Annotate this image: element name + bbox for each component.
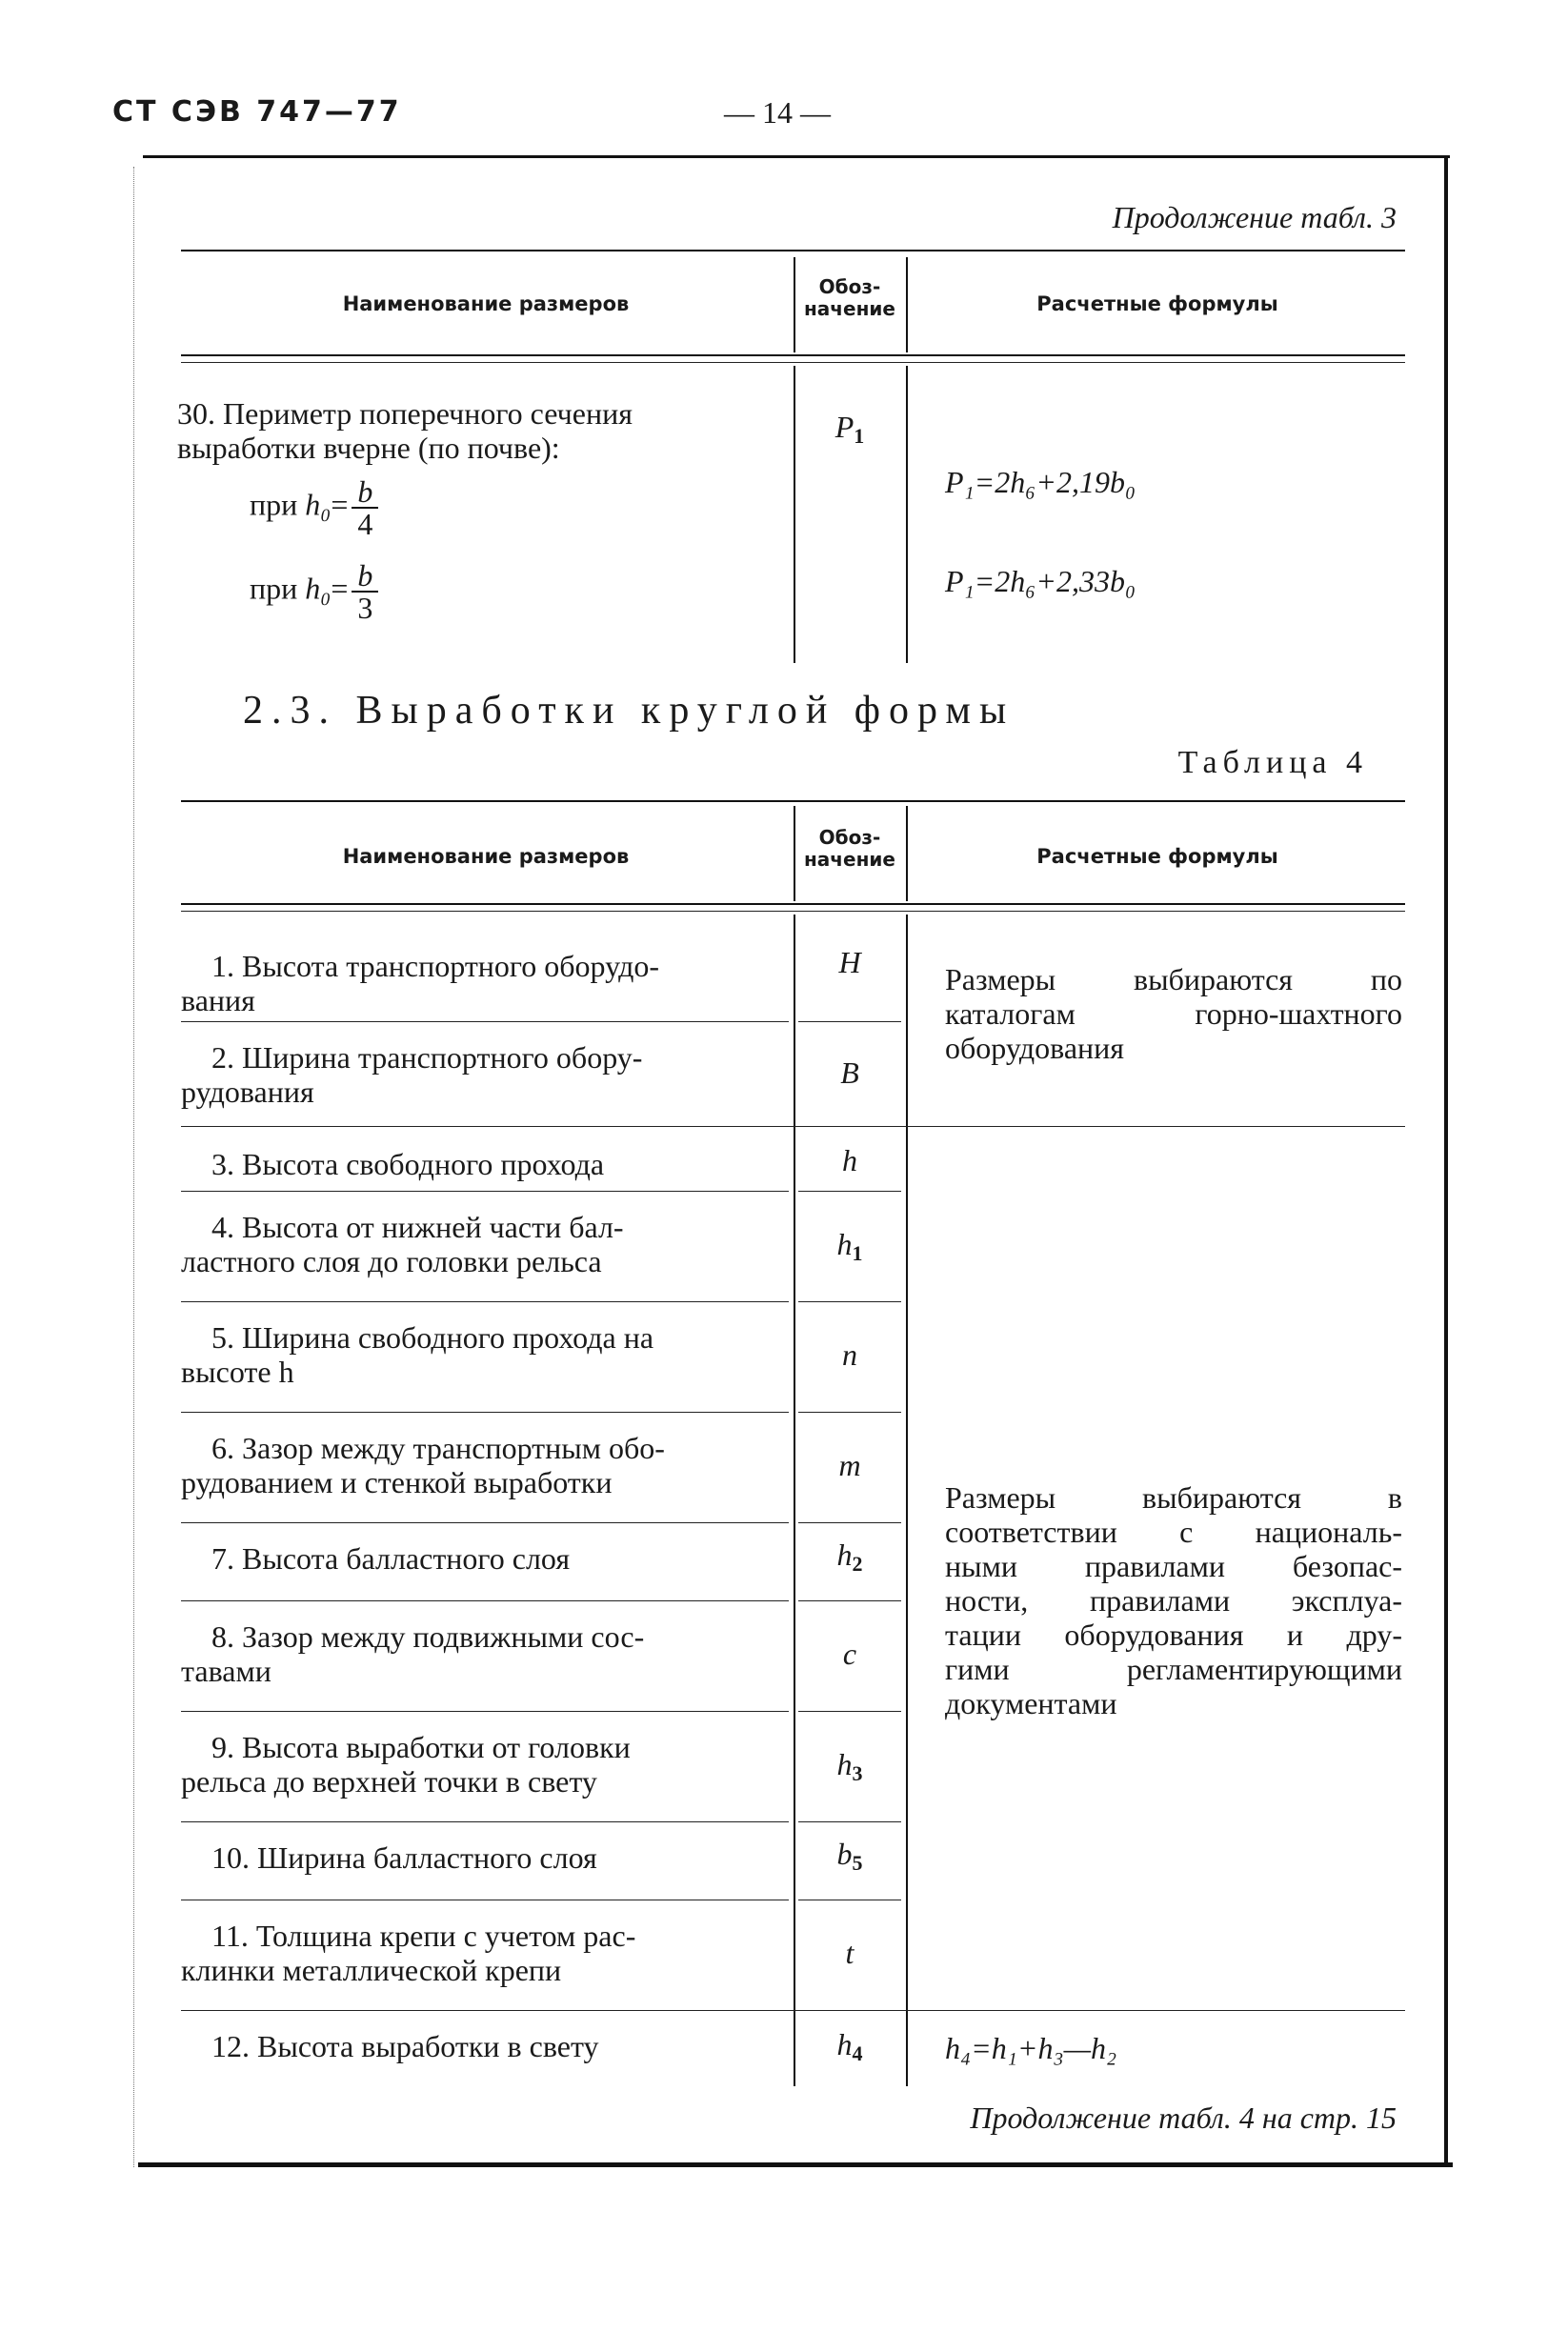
row-symbol-sub: 3 xyxy=(852,1761,863,1785)
row-symbol-base: h xyxy=(842,1143,857,1177)
row-symbol-base: h xyxy=(836,1227,853,1261)
row30-case2: при h₀= $\frac{b}{3}$ xyxy=(250,560,378,623)
note2-line4: ности, правилами эксплуа- xyxy=(945,1583,1402,1618)
note1-line3: оборудования xyxy=(945,1031,1124,1065)
row30-case1: при h₀= $\frac{b}{4}$ xyxy=(250,476,378,539)
row-symbol xyxy=(797,1538,902,1577)
row-name-line2: вания xyxy=(181,983,255,1017)
note1-line1: Размеры выбираются по xyxy=(945,962,1402,996)
table3-col-symbol xyxy=(796,276,903,320)
table4-col-symbol-line2: начение xyxy=(803,848,895,871)
table3-col-symbol-line2: начение xyxy=(803,297,895,320)
row-symbol xyxy=(797,1637,902,1676)
row-name-line1: 5. Ширина свободного прохода на xyxy=(211,1320,654,1355)
row30-case2-var: h₀ xyxy=(305,571,332,606)
row-symbol-sub: 2 xyxy=(852,1552,863,1576)
row-symbol-base: h xyxy=(836,1747,853,1781)
row-name-line2: высоте h xyxy=(181,1355,294,1389)
row-name-line1: 6. Зазор между транспортным обо- xyxy=(211,1431,665,1465)
row-symbol-base: c xyxy=(842,1637,857,1671)
table3-col-formula: Расчетные формулы xyxy=(1036,292,1278,315)
row-name-line1: 3. Высота свободного прохода xyxy=(211,1147,605,1181)
row-symbol-base: n xyxy=(842,1337,857,1372)
note2-line6: гими регламентирующими xyxy=(945,1652,1402,1686)
row30-name-line1 xyxy=(177,396,789,431)
row-symbol-base: H xyxy=(838,945,861,979)
table4-continuation-label: Продолжение табл. 4 на стр. 15 xyxy=(970,2101,1397,2135)
row-name-line2: ластного слоя до головки рельса xyxy=(181,1244,602,1278)
frame-right-border xyxy=(1444,155,1448,2165)
row-symbol-base: t xyxy=(845,1936,854,1970)
row-symbol xyxy=(797,1337,902,1377)
row-symbol xyxy=(797,1837,902,1876)
table3-col-name: Наименование размеров xyxy=(342,292,630,315)
row30-formula1: P₁=2h₆+2,19b₀ xyxy=(945,465,1136,499)
row-name-line1: 11. Толщина крепи с учетом рас- xyxy=(211,1919,636,1953)
row30-case2-den: 3 xyxy=(357,591,373,625)
row-symbol-base: h xyxy=(836,1538,853,1572)
row30-case2-label: при xyxy=(250,571,298,606)
row-symbol-base: m xyxy=(838,1448,861,1482)
row-name-line1: 2. Ширина транспортного обору- xyxy=(211,1040,643,1075)
row-symbol xyxy=(797,1055,902,1095)
formula-note-catalog xyxy=(945,962,1402,1065)
row-symbol xyxy=(797,1936,902,1975)
row-name-line2: рудования xyxy=(181,1075,314,1109)
row30-symbol xyxy=(797,410,902,449)
row-symbol xyxy=(797,1143,902,1182)
row-symbol xyxy=(797,2027,902,2066)
row30-case1-num: b xyxy=(352,476,378,509)
table4-col-symbol-line1: Обоз- xyxy=(818,826,881,849)
formula-note-regulations xyxy=(945,1480,1402,1720)
table3-continuation-label: Продолжение табл. 3 xyxy=(1112,200,1397,234)
row-name-line2: тавами xyxy=(181,1654,271,1688)
row-name-line1: 1. Высота транспортного оборудо- xyxy=(211,949,660,983)
note2-line5: тации оборудования и дру- xyxy=(945,1618,1402,1652)
row30-case1-label: при xyxy=(250,487,298,522)
row-symbol-sub: 4 xyxy=(852,2041,863,2065)
row-symbol-base: b xyxy=(836,1837,853,1871)
row-name-line2: клинки металлической крепи xyxy=(181,1953,562,1987)
frame-top-border xyxy=(143,155,1450,158)
row-symbol xyxy=(797,1747,902,1786)
table4-col-formula: Расчетные формулы xyxy=(1036,845,1278,868)
table4-label: Таблица 4 xyxy=(1177,745,1368,780)
row30-case1-den: 4 xyxy=(357,507,373,541)
table3-col-symbol-line1: Обоз- xyxy=(818,275,881,298)
row-name-line2: рудованием и стенкой выработки xyxy=(181,1465,613,1499)
row30-case1-fraction xyxy=(352,476,378,539)
row30-symbol-base: P xyxy=(834,410,854,444)
row-name-line1: 9. Высота выработки от головки xyxy=(211,1730,631,1764)
note2-line7: документами xyxy=(945,1686,1117,1720)
frame-left-border xyxy=(133,167,134,2167)
row30-formula2: P₁=2h₆+2,33b₀ xyxy=(945,564,1136,598)
row30-name-text1: 30. Периметр поперечного сечения xyxy=(177,396,633,431)
row-symbol-base: h xyxy=(836,2027,853,2061)
row-symbol-base: B xyxy=(840,1055,859,1090)
section-title: 2.3. Выработки круглой формы xyxy=(243,689,1015,733)
page-number: — 14 — xyxy=(724,95,831,130)
row-symbol-sub: 1 xyxy=(852,1241,863,1265)
row-symbol xyxy=(797,1227,902,1266)
note2-line1: Размеры выбираются в xyxy=(945,1480,1402,1515)
row30-case2-fraction xyxy=(352,560,378,623)
row30-case2-num: b xyxy=(352,560,378,593)
row-name-line1: 10. Ширина балластного слоя xyxy=(211,1840,597,1875)
row30-symbol-sub: 1 xyxy=(854,424,865,448)
row-name-line1: 12. Высота выработки в свету xyxy=(211,2029,599,2063)
row30-case1-var: h₀ xyxy=(305,487,332,522)
frame-bottom-border xyxy=(138,2162,1453,2167)
row-name-line1: 7. Высота балластного слоя xyxy=(211,1541,571,1576)
standard-number: СТ СЭВ 747—77 xyxy=(112,95,402,129)
row-symbol xyxy=(797,945,902,984)
row12-formula: h₄=h₁+h₃—h₂ xyxy=(945,2031,1117,2065)
row-name-line2: рельса до верхней точки в свету xyxy=(181,1764,597,1799)
table4-col-name: Наименование размеров xyxy=(342,845,630,868)
note2-line2: соответствии с националь- xyxy=(945,1515,1402,1549)
table4-col-symbol xyxy=(796,827,903,871)
note2-line3: ными правилами безопас- xyxy=(945,1549,1402,1583)
row-name-line1: 8. Зазор между подвижными сос- xyxy=(211,1619,645,1654)
row-name-line1: 4. Высота от нижней части бал- xyxy=(211,1210,624,1244)
row30-name-line2: выработки вчерне (по почве): xyxy=(177,431,560,465)
row-symbol xyxy=(797,1448,902,1487)
note1-line2: каталогам горно-шахтного xyxy=(945,996,1402,1031)
row-symbol-sub: 5 xyxy=(852,1851,863,1875)
